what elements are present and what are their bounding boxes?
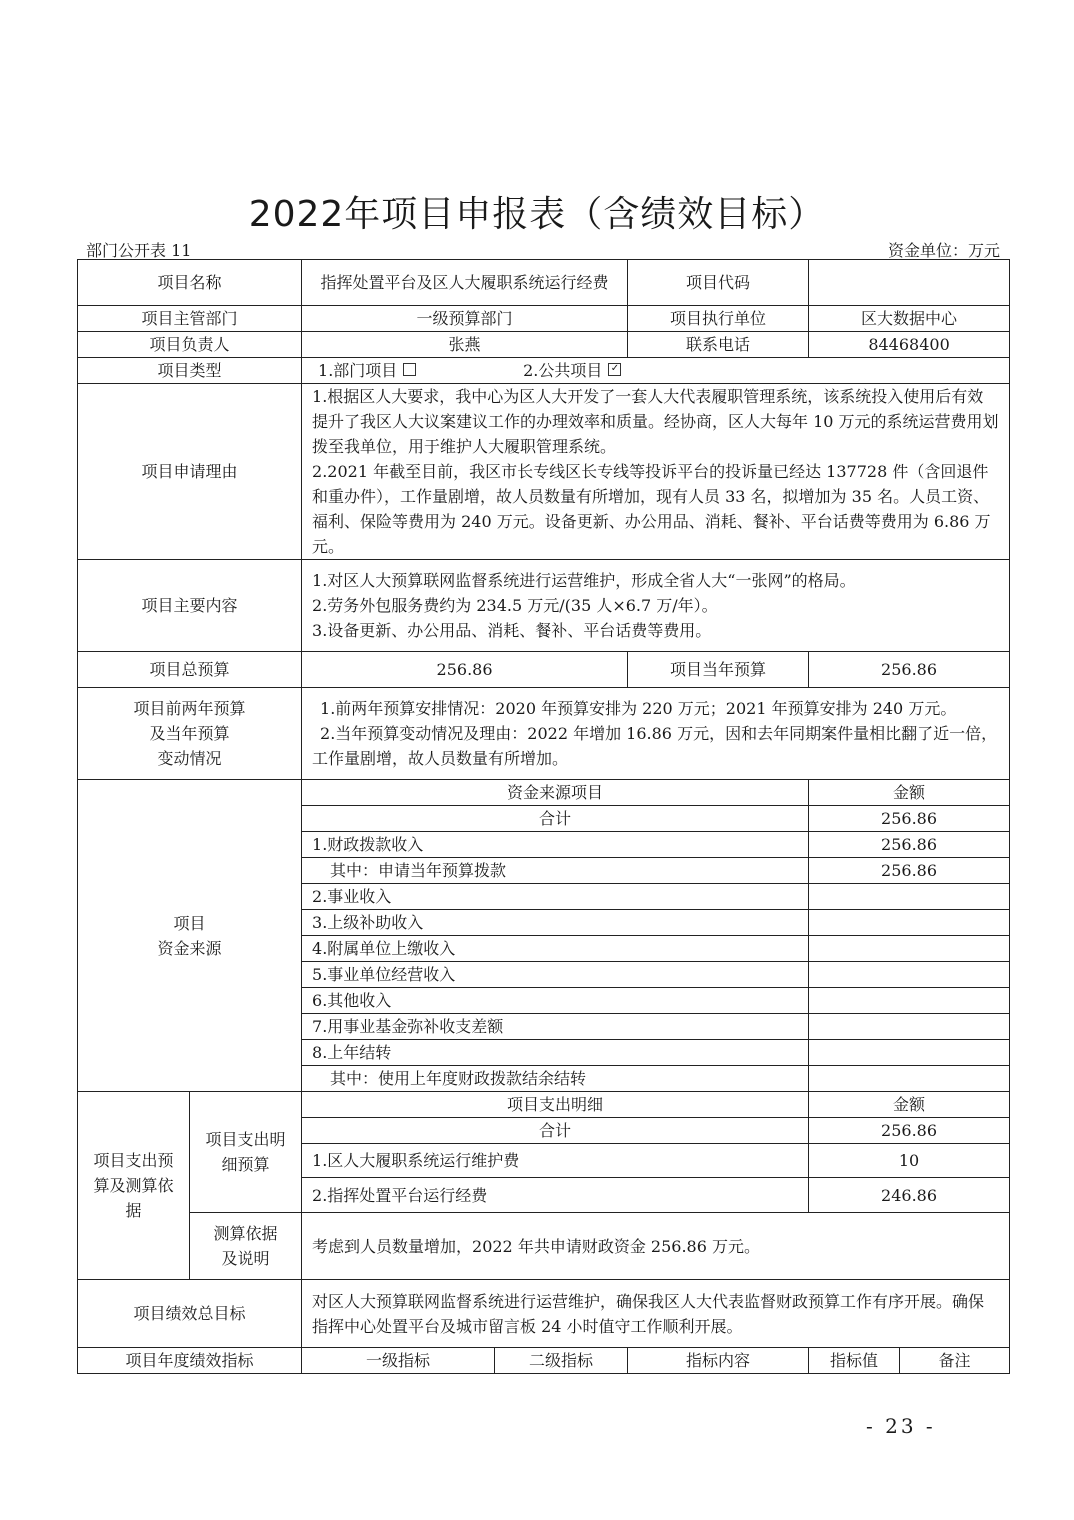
expense-header-amount: 金额 xyxy=(809,1092,1010,1118)
supervisor-dept-value: 一级预算部门 xyxy=(302,306,628,332)
funding-amount xyxy=(809,988,1010,1014)
dept-project-checkbox[interactable] xyxy=(403,363,416,376)
funding-amount: 256.86 xyxy=(809,806,1010,832)
funding-amount xyxy=(809,1066,1010,1092)
total-budget-label: 项目总预算 xyxy=(78,652,302,688)
funding-label-line: 资金来源 xyxy=(157,938,222,958)
expense-label-line: 项目支出预 xyxy=(93,1151,174,1170)
funding-item: 6.其他收入 xyxy=(302,988,809,1014)
row-change xyxy=(78,688,1010,780)
basis-label-line: 测算依据 xyxy=(213,1224,278,1243)
type-option-dept: 1.部门项目 xyxy=(318,361,398,380)
indicator-header: 备注 xyxy=(900,1348,1010,1374)
reason-paragraph: 2.2021 年截至目前，我区市长专线区长专线等投诉平台的投诉量已经达 137728 件（含回退件和重办件），工作量剧增，故人员数量有所增加，现有人员 33 名，拟增加为 35 名。人员工资、福利、保险等费用为 240 万元。设备更新、办公用品、消耗、餐补、平台话费等费用为 6.86 万元。 xyxy=(312,462,991,556)
funding-item: 4.附属单位上缴收入 xyxy=(302,936,809,962)
exec-unit-label: 项目执行单位 xyxy=(628,306,809,332)
content-item: 2.劳务外包服务费约为 234.5 万元/(35 人×6.7 万/年）。 xyxy=(312,596,718,615)
funding-item: 7.用事业基金弥补收支差额 xyxy=(302,1014,809,1040)
reason-text xyxy=(302,384,1010,560)
basis-label xyxy=(190,1213,302,1280)
current-budget-value: 256.86 xyxy=(809,652,1010,688)
exec-unit-value: 区大数据中心 xyxy=(809,306,1010,332)
expense-label xyxy=(78,1092,190,1280)
row-performance-goal xyxy=(78,1280,1010,1348)
funding-amount xyxy=(809,910,1010,936)
table-id: 部门公开表 11 xyxy=(86,241,192,260)
expense-amount: 256.86 xyxy=(809,1118,1010,1144)
supervisor-dept-label: 项目主管部门 xyxy=(78,306,302,332)
current-budget-label: 项目当年预算 xyxy=(628,652,809,688)
leader-label: 项目负责人 xyxy=(78,332,302,358)
project-code-value xyxy=(809,260,1010,306)
expense-detail-label-line: 细预算 xyxy=(221,1155,270,1174)
change-label-line: 变动情况 xyxy=(157,749,222,768)
row-leader xyxy=(78,332,1010,358)
total-budget-value: 256.86 xyxy=(302,652,628,688)
reason-paragraph: 1.根据区人大要求，我中心为区人大开发了一套人大代表履职管理系统，该系统投入使用后有效提升了我区人大议案建议工作的办理效率和质量。经协商，区人大每年 10 万元的系统运营费用划拨至我单位，用于维护人大履职管理系统。 xyxy=(312,387,999,456)
funding-label xyxy=(78,780,302,1092)
content-text xyxy=(302,560,1010,652)
funding-item: 合计 xyxy=(302,806,809,832)
indicator-label: 项目年度绩效指标 xyxy=(78,1348,302,1374)
performance-goal-label: 项目绩效总目标 xyxy=(78,1280,302,1348)
document-title: 2022年项目申报表（含绩效目标） xyxy=(248,194,826,235)
funding-amount xyxy=(809,884,1010,910)
project-form-table xyxy=(77,259,1010,1374)
public-project-checkbox[interactable]: ✓ xyxy=(608,363,621,376)
type-options xyxy=(302,358,1010,384)
funding-item: 其中：使用上年度财政拨款结余结转 xyxy=(302,1066,809,1092)
content-item: 3.设备更新、办公用品、消耗、餐补、平台话费等费用。 xyxy=(312,621,712,640)
phone-label: 联系电话 xyxy=(628,332,809,358)
expense-detail-label-line: 项目支出明 xyxy=(205,1130,286,1149)
type-option-public: 2.公共项目 xyxy=(523,361,603,380)
change-item: 1.前两年预算安排情况：2020 年预算安排为 220 万元；2021 年预算安排为 240 万元。 xyxy=(320,699,957,718)
funding-amount xyxy=(809,936,1010,962)
expense-header-item: 项目支出明细 xyxy=(302,1092,809,1118)
expense-item: 2.指挥处置平台运行经费 xyxy=(302,1178,809,1213)
row-content xyxy=(78,560,1010,652)
change-label xyxy=(78,688,302,780)
row-project-name xyxy=(78,260,1010,306)
project-name-value: 指挥处置平台及区人大履职系统运行经费 xyxy=(302,260,628,306)
change-item: 2.当年预算变动情况及理由：2022 年增加 16.86 万元，因和去年同期案件量相比翻了近一倍，工作量剧增，故人员数量有所增加。 xyxy=(312,724,998,768)
expense-amount: 246.86 xyxy=(809,1178,1010,1213)
row-type xyxy=(78,358,1010,384)
leader-value: 张燕 xyxy=(302,332,628,358)
phone-value: 84468400 xyxy=(809,332,1010,358)
expense-header-row xyxy=(78,1092,1010,1118)
project-code-label: 项目代码 xyxy=(628,260,809,306)
row-indicators xyxy=(78,1348,1010,1374)
indicator-header: 指标值 xyxy=(809,1348,900,1374)
expense-basis-row xyxy=(78,1213,1010,1280)
expense-label-line: 算及测算依 xyxy=(93,1176,174,1195)
row-budget xyxy=(78,652,1010,688)
funding-item: 8.上年结转 xyxy=(302,1040,809,1066)
row-dept xyxy=(78,306,1010,332)
project-name-label: 项目名称 xyxy=(78,260,302,306)
funding-amount: 256.86 xyxy=(809,832,1010,858)
type-label: 项目类型 xyxy=(78,358,302,384)
reason-label: 项目申请理由 xyxy=(78,384,302,560)
basis-text: 考虑到人员数量增加，2022 年共申请财政资金 256.86 万元。 xyxy=(302,1213,1010,1280)
funding-label-line: 项目 xyxy=(173,913,206,933)
change-text xyxy=(302,688,1010,780)
expense-amount: 10 xyxy=(809,1144,1010,1178)
funding-amount xyxy=(809,962,1010,988)
unit-label: 资金单位：万元 xyxy=(887,241,1000,260)
row-reason xyxy=(78,384,1010,560)
expense-label-line: 据 xyxy=(125,1201,142,1220)
funding-header-amount: 金额 xyxy=(809,780,1010,806)
funding-amount xyxy=(809,1040,1010,1066)
funding-amount: 256.86 xyxy=(809,858,1010,884)
funding-item: 5.事业单位经营收入 xyxy=(302,962,809,988)
content-label: 项目主要内容 xyxy=(78,560,302,652)
funding-amount xyxy=(809,1014,1010,1040)
content-item: 1.对区人大预算联网监督系统进行运营维护，形成全省人大“一张网”的格局。 xyxy=(312,571,856,590)
funding-item: 1.财政拨款收入 xyxy=(302,832,809,858)
funding-item: 其中：申请当年预算拨款 xyxy=(302,858,809,884)
funding-header-item: 资金来源项目 xyxy=(302,780,809,806)
funding-header-row xyxy=(78,780,1010,806)
expense-detail-label xyxy=(190,1092,302,1213)
change-label-line: 项目前两年预算 xyxy=(133,699,246,718)
indicator-header: 二级指标 xyxy=(495,1348,628,1374)
funding-item: 3.上级补助收入 xyxy=(302,910,809,936)
expense-item: 1.区人大履职系统运行维护费 xyxy=(302,1144,809,1178)
funding-item: 2.事业收入 xyxy=(302,884,809,910)
page-number: - 23 - xyxy=(866,1414,936,1438)
expense-item: 合计 xyxy=(302,1118,809,1144)
basis-label-line: 及说明 xyxy=(221,1249,270,1268)
performance-goal-text: 对区人大预算联网监督系统进行运营维护，确保我区人大代表监督财政预算工作有序开展。确保指挥中心处置平台及城市留言板 24 小时值守工作顺利开展。 xyxy=(302,1280,1010,1348)
indicator-header: 一级指标 xyxy=(302,1348,495,1374)
indicator-header: 指标内容 xyxy=(628,1348,809,1374)
change-label-line: 及当年预算 xyxy=(149,724,230,743)
